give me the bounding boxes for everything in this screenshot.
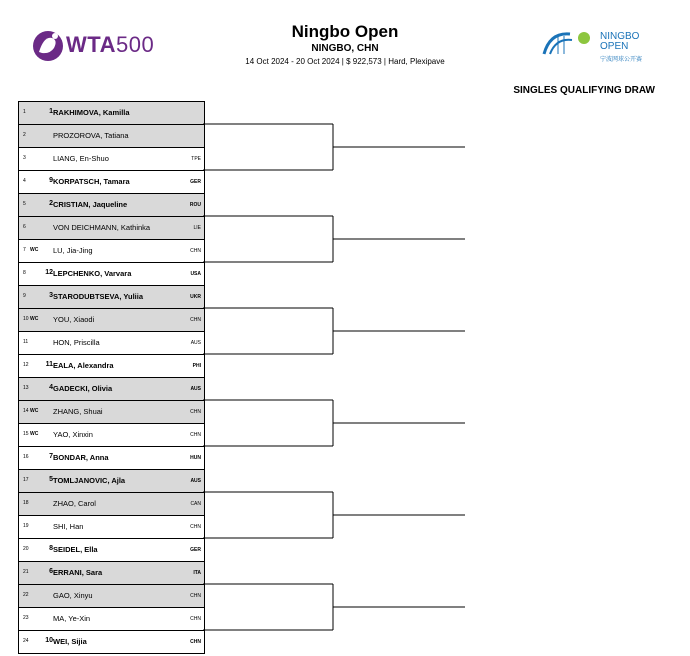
draw-position: 7 bbox=[23, 247, 26, 253]
draw-position: 17 bbox=[23, 477, 29, 483]
ningbo-open-wordmark: NINGBO OPEN bbox=[600, 31, 640, 52]
player-nationality: CHN bbox=[190, 593, 201, 599]
seed-number: 6 bbox=[49, 568, 53, 575]
player-name: LIANG, En-Shuo bbox=[53, 154, 109, 163]
draw-position: 15 bbox=[23, 431, 29, 437]
seed-number: 1 bbox=[49, 108, 53, 115]
player-nationality: CHN bbox=[190, 616, 201, 622]
entry-type: WC bbox=[30, 431, 39, 437]
player-nationality: USA bbox=[190, 271, 201, 277]
player-name: WEI, Sijia bbox=[53, 637, 87, 646]
seed-number: 3 bbox=[49, 292, 53, 299]
entry-type: WC bbox=[30, 408, 39, 414]
player-nationality: CHN bbox=[190, 524, 201, 530]
player-name: BONDAR, Anna bbox=[53, 453, 109, 462]
draw-position: 2 bbox=[23, 132, 26, 138]
player-nationality: CHN bbox=[190, 317, 201, 323]
player-name: ZHANG, Shuai bbox=[53, 407, 103, 416]
seed-number: 4 bbox=[49, 384, 53, 391]
player-name: ZHAO, Carol bbox=[53, 499, 96, 508]
player-name: EALA, Alexandra bbox=[53, 361, 114, 370]
player-nationality: PHI bbox=[192, 363, 201, 369]
draw-position: 8 bbox=[23, 270, 26, 276]
player-nationality: CHN bbox=[190, 639, 201, 645]
draw-position: 23 bbox=[23, 615, 29, 621]
player-name: YOU, Xiaodi bbox=[53, 315, 95, 324]
tournament-info: 14 Oct 2024 - 20 Oct 2024 | $ 922,573 | Hard, Plexipave bbox=[245, 57, 445, 66]
player-name: PROZOROVA, Tatiana bbox=[53, 131, 129, 140]
player-nationality: HUN bbox=[190, 455, 201, 461]
draw-position: 11 bbox=[23, 339, 29, 345]
player-name: CRISTIAN, Jaqueline bbox=[53, 200, 128, 209]
player-nationality: ITA bbox=[193, 570, 201, 576]
draw-position: 20 bbox=[23, 546, 29, 552]
draw-position: 5 bbox=[23, 201, 26, 207]
player-nationality: CAN bbox=[190, 501, 201, 507]
tournament-title: Ningbo Open bbox=[291, 22, 399, 41]
player-name: KORPATSCH, Tamara bbox=[53, 177, 130, 186]
player-nationality: GER bbox=[190, 179, 201, 185]
player-name: TOMLJANOVIC, Ajla bbox=[53, 476, 126, 485]
player-nationality: LIE bbox=[193, 225, 201, 231]
player-name: YAO, Xinxin bbox=[53, 430, 93, 439]
draw-position: 6 bbox=[23, 224, 26, 230]
player-nationality: ROU bbox=[189, 202, 201, 208]
player-name: MA, Ye-Xin bbox=[53, 614, 91, 623]
player-name: SHI, Han bbox=[53, 522, 84, 531]
player-nationality: CHN bbox=[190, 248, 201, 254]
draw-position: 21 bbox=[23, 569, 29, 575]
draw-position: 19 bbox=[23, 523, 29, 529]
entry-type: WC bbox=[30, 247, 39, 253]
player-name: RAKHIMOVA, Kamilla bbox=[53, 108, 130, 117]
player-name: STARODUBTSEVA, Yuliia bbox=[53, 292, 144, 301]
player-nationality: UKR bbox=[190, 294, 201, 300]
player-name: GADECKI, Olivia bbox=[53, 384, 113, 393]
seed-number: 7 bbox=[49, 453, 53, 460]
seed-number: 9 bbox=[49, 177, 53, 184]
player-nationality: AUS bbox=[190, 386, 201, 392]
seed-number: 11 bbox=[45, 361, 53, 368]
seed-number: 2 bbox=[49, 200, 53, 207]
player-name: VON DEICHMANN, Kathinka bbox=[53, 223, 151, 232]
player-name: SEIDEL, Ella bbox=[53, 545, 98, 554]
seed-number: 8 bbox=[49, 545, 53, 552]
seed-number: 10 bbox=[45, 637, 53, 644]
draw-position: 13 bbox=[23, 385, 29, 391]
player-nationality: GER bbox=[190, 547, 201, 553]
draw-position: 3 bbox=[23, 155, 26, 161]
player-name: HON, Priscilla bbox=[53, 338, 100, 347]
draw-position: 14 bbox=[23, 408, 29, 414]
player-name: LU, Jia-Jing bbox=[53, 246, 93, 255]
player-nationality: AUS bbox=[190, 340, 201, 346]
tournament-location: NINGBO, CHN bbox=[311, 43, 379, 54]
draw-position: 16 bbox=[23, 454, 29, 460]
draw-position: 24 bbox=[23, 638, 29, 644]
player-nationality: AUS bbox=[190, 478, 201, 484]
player-nationality: TPE bbox=[191, 156, 201, 162]
draw-position: 22 bbox=[23, 592, 29, 598]
player-name: ERRANI, Sara bbox=[53, 568, 103, 577]
player-name: GAO, Xinyu bbox=[53, 591, 93, 600]
wta-wordmark: WTA500 bbox=[66, 32, 155, 57]
player-nationality: CHN bbox=[190, 409, 201, 415]
draw-position: 18 bbox=[23, 500, 29, 506]
seed-number: 5 bbox=[49, 476, 53, 483]
ningbo-open-subtitle: 宁波网球公开赛 bbox=[600, 57, 643, 63]
player-nationality: CHN bbox=[190, 432, 201, 438]
seed-number: 12 bbox=[45, 269, 53, 276]
draw-position: 1 bbox=[23, 109, 26, 115]
draw-title: SINGLES QUALIFYING DRAW bbox=[513, 85, 655, 96]
draw-position: 12 bbox=[23, 362, 29, 368]
draw-position: 4 bbox=[23, 178, 26, 184]
entry-type: WC bbox=[30, 316, 39, 322]
draw-position: 10 bbox=[23, 316, 29, 322]
draw-position: 9 bbox=[23, 293, 26, 299]
player-name: LEPCHENKO, Varvara bbox=[53, 269, 132, 278]
